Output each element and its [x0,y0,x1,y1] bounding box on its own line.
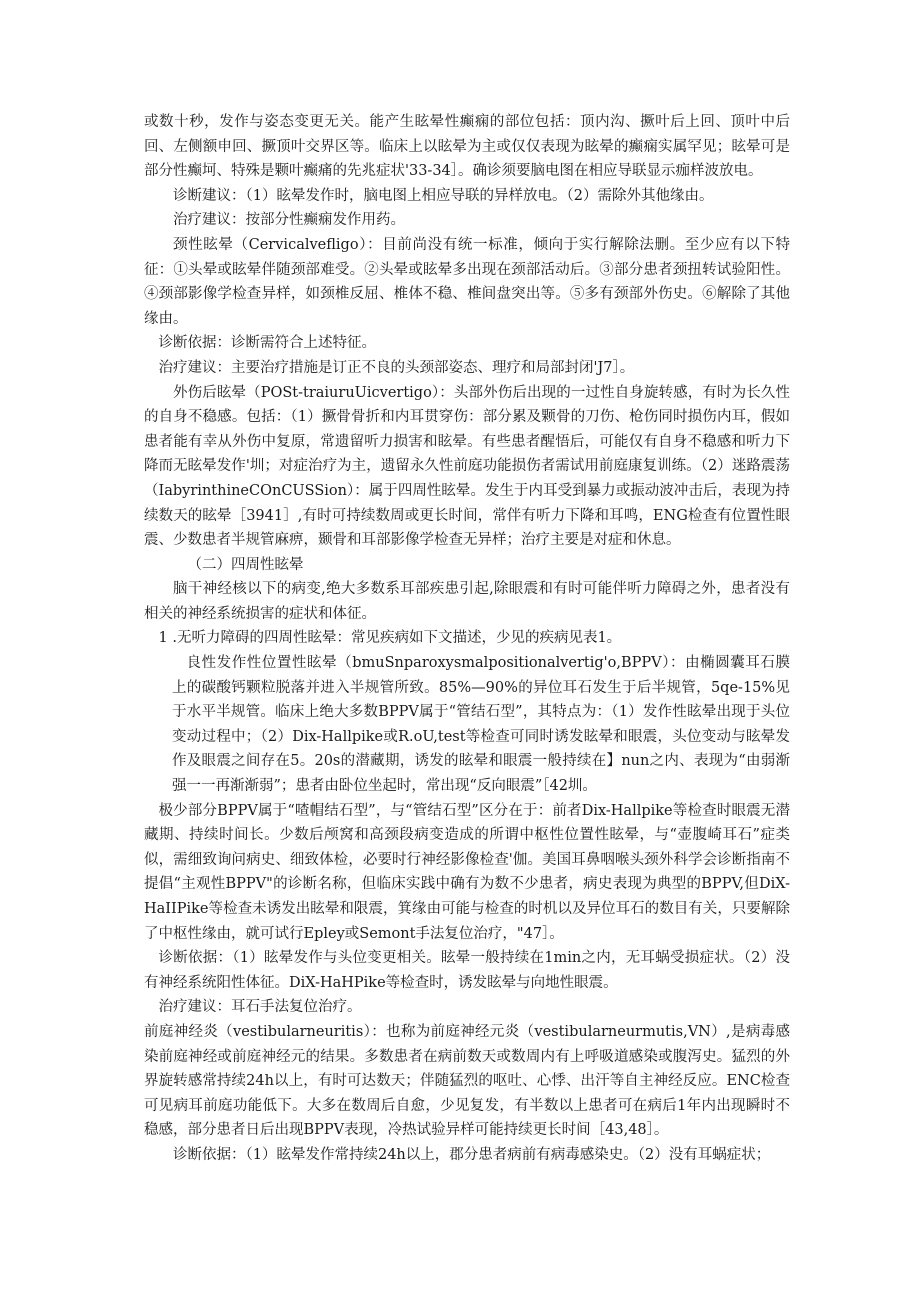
paragraph-epilepsy-diagnosis: 诊断建议：（1）眩晕发作时，脑电图上相应导联的异样放电。（2）需除外其他缘由。 [173,187,714,204]
paragraph-cervical-vertigo: 颈性眩晕（Cervicalvefligo）：目前尚没有统一标准，倾向于实行解除法删。至少应有以下特征：①头晕或眩晕伴随颈部难受。②头晕或眩晕多出现在颈部活动后。③部分患者颈扭转试验阳性。④颈部影像学检查异样，如颈椎反屈、椎体不稳、椎间盘突出等。⑤多有颈部外伤史。⑥解除了其他缘由。 [144,236,790,327]
paragraph-bppv: 良性发作性位置性眩晕（bmuSnparoxysmalpositionalvertig'o,BPPV）：由椭圆囊耳石膜上的碳酸钙颗粒脱落并进入半规管所致。85%—90%的异位耳石发生于后半规管，5qe-15%见于水平半规管。临床上绝大多数BPPV属于“管结石型”，其特点为：（1）发作性眩晕出现于头位变动过程中；（2）Dix-Hallpike或R.oU,test等检查可同时诱发眩晕和眼震，头位变动与眩晕发作及眼震之间存在5。20s的潜藏期，诱发的眩晕和眼震一般持续在】nun之内、表现为“由弱渐强一一再渐渐弱”；患者由卧位坐起时，常出现“反向眼震”［42圳。 [172,655,790,795]
paragraph-epilepsy-treatment: 治疗建议：按部分性癫痫发作用药。 [173,212,405,229]
paragraph-peripheral-intro: 脑干神经核以下的病变,绝大多数系耳部疾患引起,除眼震和有时可能伴听力障碍之外，患者没有相关的神经系统损害的症状和体征。 [144,581,790,622]
paragraph-cervical-diagnosis: 诊断依据：诊断需符合上述特征。 [158,335,376,352]
paragraph-bppv-diagnosis: 诊断依据：（1）眩晕发作与头位变更相关。眩晕一般持续在1min之内，无耳蜗受损症状。（2）没有神经系统阳性体征。DiX-HaHPike等检查时，诱发眩晕与向地性眼震。 [144,950,790,991]
paragraph-vestibular-neuritis: 前庭神经炎（vestibularneuritis）：也称为前庭神经元炎（vestibularneurmutis,VN）,是病毒感染前庭神经或前庭神经元的结果。多数患者在病前数天或数周内有上呼吸道感染或腹泻史。猛烈的外界旋转感常持续24h以上，有时可达数天；伴随猛烈的呕吐、心悸、出汗等自主神经反应。ENC检查可见病耳前庭功能低下。大多在数周后自愈，少见复发，有半数以上患者可在病后1年内出现瞬时不稳感，部分患者日后出现BPPV表现，冷热试验异样可能持续更长时间［43,48］。 [144,1023,790,1139]
section-heading-peripheral-vertigo: （二）四周性眩晕 [187,556,304,573]
paragraph-post-traumatic-vertigo: 外伤后眩晕（POSt-traiuruUicvertigo）：头部外伤后出现的一过性自身旋转感，有时为长久性的自身不稳感。包括：（1）撅骨骨折和内耳贯穿伤：部分累及颗骨的刀伤、枪伤同时损伤内耳，假如患者能有幸从外伤中复原，常遗留听力损害和眩晕。有些患者醒悟后，可能仅有自身不稳感和听力下降而无眩晕发作'圳；对症治疗为主，遗留永久性前庭功能损伤者需试用前庭康复训练。（2）迷路震荡（IabyrinthineCOnCUSSion）：属于四周性眩晕。发生于内耳受到暴力或振动波冲击后，表现为持续数天的眩晕［3941］,有时可持续数周或更长时间，常伴有听力下降和耳鸣，ENG检查有位置性眼震、少数患者半规管麻痹，颞骨和耳部影像学检查无异样；治疗主要是对症和休息。 [144,384,790,549]
paragraph-bppv-cupulolithiasis: 极少部分BPPV属于“喳帽结石型”，与“管结石型”区分在于：前者Dix-Hallpike等检查时眼震无潜藏期、持续时间长。少数后颅窝和高颈段病变造成的所谓中枢性位置性眩晕，与“壶腹崎耳石”症类似，需细致询问病史、细致体检，必要时行神经影像检查'伽。美国耳鼻咽喉头颈外科学会诊断指南不提倡“主观性BPPV"的诊断名称，但临床实践中确有为数不少患者，病史表现为典型的BPPV,但DiX-HaIIPike等检查未诱发出眩晕和限震，箕缘由可能与检查的时机以及异位耳石的数目有关，只要解除了中枢性缘由，就可试行Epley或Semont手法复位治疗，"47］。 [144,802,790,942]
paragraph-epilepsy-vertigo: 或数十秒，发作与姿态变更无关。能产生眩晕性癫痫的部位包括：顶内沟、撅叶后上回、顶叶中后回、左侧额申回、撅顶叶交界区等。临床上以眩晕为主或仅仅表现为眩晕的癫痫实属罕见；眩晕可是部分性癫坷、特殊是颗叶癫痛的先兆症状'33-34］。确诊须要脑电图在相应导联显示痂样波放电。 [144,114,790,180]
paragraph-vn-diagnosis: 诊断依据：（1）眩晕发作常持续24h以上，郡分患者病前有病毒感染史。（2）没有耳蜗症状； [173,1146,771,1163]
document-body [144,110,790,1168]
paragraph-cervical-treatment: 治疗建议：主要治疗措施是订正不良的头颈部姿态、理疗和局部封闭'J7］。 [158,359,635,376]
paragraph-bppv-treatment: 治疗建议：耳石手法复位治疗。 [158,999,362,1016]
subheading-no-hearing-loss: 1 .无听力障碍的四周性眩晕：常见疾病如下文描述，少见的疾病见表1。 [158,630,622,647]
